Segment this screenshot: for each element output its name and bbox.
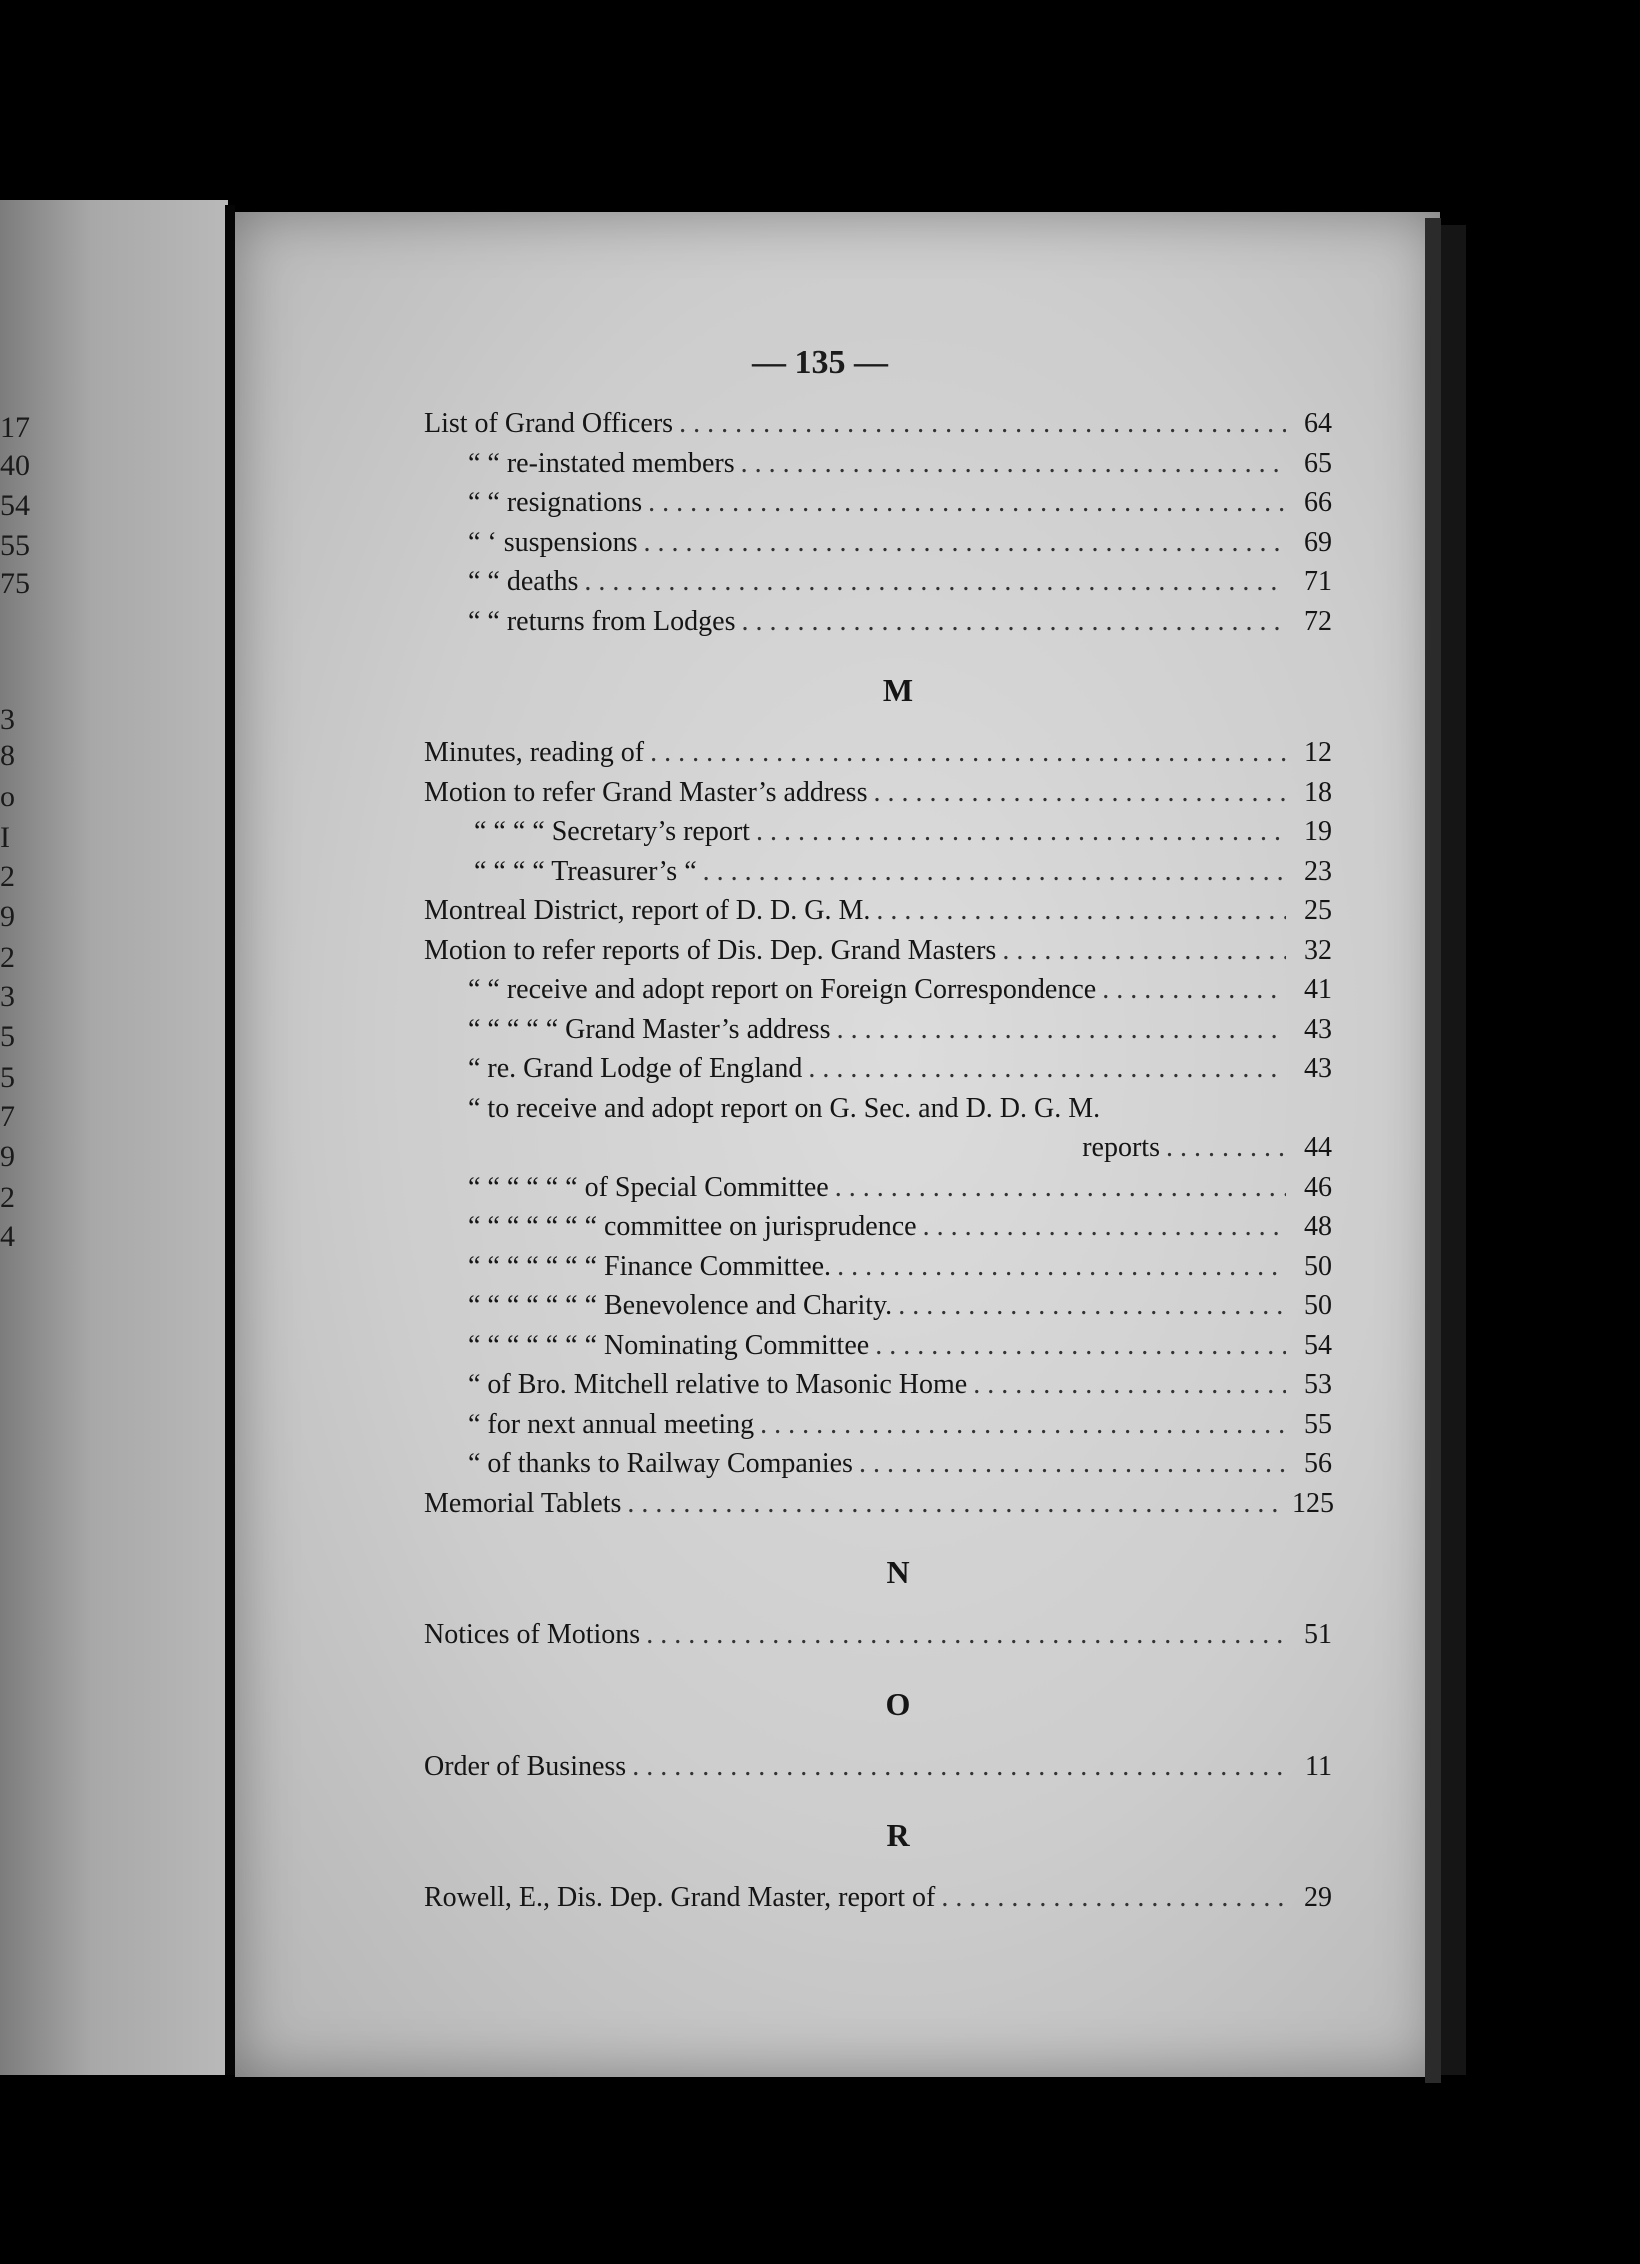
entry-page-number: 54 <box>1304 1329 1332 1361</box>
entry-label: “ “ “ “ “ “ “ Nominating Committee <box>468 1329 870 1361</box>
entry-label: Minutes, reading of <box>424 737 645 768</box>
entry-page-number: 44 <box>1304 1132 1332 1163</box>
entry-label: “ to receive and adopt report on G. Sec. and D. D. G. M. <box>468 1092 1101 1124</box>
dot-leader <box>741 448 1286 480</box>
index-entry <box>424 1132 1332 1172</box>
dot-leader <box>898 1290 1286 1322</box>
index-entry <box>424 1290 1332 1330</box>
left-edge-number: 5 <box>0 1020 15 1053</box>
dot-leader <box>648 487 1286 519</box>
dot-leader <box>632 1751 1286 1783</box>
dot-leader <box>756 816 1286 848</box>
entry-page-number: 69 <box>1304 526 1332 558</box>
entry-page-number: 64 <box>1304 408 1332 439</box>
index-entry <box>424 895 1332 935</box>
index-entry <box>424 487 1332 527</box>
dot-leader <box>679 408 1286 440</box>
entry-page-number: 12 <box>1304 737 1332 768</box>
entry-label: Motion to refer reports of Dis. Dep. Grand Masters <box>424 934 997 966</box>
entry-label: “ “ “ “ Treasurer’s “ <box>474 855 697 887</box>
entry-page-number: 32 <box>1304 934 1332 966</box>
dot-leader <box>1002 935 1286 967</box>
left-edge-number: 2 <box>0 860 15 893</box>
left-edge-number: 17 <box>0 411 30 444</box>
index-entry <box>424 856 1332 896</box>
dot-leader <box>1166 1132 1286 1164</box>
index-entry <box>424 737 1332 777</box>
entry-page-number: 125 <box>1292 1487 1334 1519</box>
index-entry <box>424 974 1332 1014</box>
entry-label: “ “ “ “ “ “ “ committee on jurisprudence <box>468 1211 917 1242</box>
dot-leader <box>808 1053 1286 1085</box>
index-entry <box>424 448 1332 488</box>
entry-label: Montreal District, report of D. D. G. M. <box>424 895 871 926</box>
dot-leader <box>876 895 1286 927</box>
index-entry <box>424 1053 1332 1093</box>
entry-page-number: 41 <box>1304 974 1332 1005</box>
entry-label: “ “ re-instated members <box>468 447 735 479</box>
dot-leader <box>703 856 1286 888</box>
entry-label: Memorial Tablets <box>424 1487 622 1519</box>
index-entry <box>424 1488 1332 1528</box>
entry-page-number: 25 <box>1304 895 1332 926</box>
entry-label: “ “ returns from Lodges <box>468 605 736 637</box>
entry-page-number: 50 <box>1304 1290 1332 1321</box>
dot-leader <box>875 1330 1286 1362</box>
index-entry <box>424 1409 1332 1449</box>
left-page-fragment <box>0 200 228 2075</box>
book-gutter <box>225 205 235 2075</box>
dot-leader <box>584 566 1286 598</box>
entry-label: “ of thanks to Railway Companies <box>468 1448 853 1479</box>
index-entry <box>424 527 1332 567</box>
dot-leader <box>644 527 1286 559</box>
entry-page-number: 23 <box>1304 855 1332 887</box>
entry-label: Notices of Motions <box>424 1619 641 1650</box>
section-letter: M <box>882 672 914 708</box>
page-number: — 135 — <box>752 344 888 381</box>
dot-leader <box>1102 974 1286 1006</box>
entry-page-number: 43 <box>1304 1053 1332 1084</box>
left-edge-number: 9 <box>0 900 15 933</box>
index-entry <box>424 816 1332 856</box>
entry-label: “ “ “ “ “ “ of Special Committee <box>468 1171 829 1203</box>
dot-leader <box>837 1251 1286 1283</box>
index-entry <box>424 1211 1332 1251</box>
dot-leader <box>873 777 1286 809</box>
entry-label: “ of Bro. Mitchell relative to Masonic Home <box>468 1369 968 1400</box>
entry-page-number: 11 <box>1305 1750 1332 1782</box>
index-entry <box>424 408 1332 448</box>
index-entry <box>424 1448 1332 1488</box>
entry-page-number: 71 <box>1304 566 1332 597</box>
dot-leader <box>973 1369 1286 1401</box>
left-edge-number: 40 <box>0 449 30 482</box>
index-entry <box>424 777 1332 817</box>
left-edge-number: 55 <box>0 529 30 562</box>
index-entry <box>424 1251 1332 1291</box>
entry-label: “ “ receive and adopt report on Foreign Correspondence <box>468 974 1097 1005</box>
dot-leader <box>837 1014 1286 1046</box>
entry-label: Motion to refer Grand Master’s address <box>424 776 868 808</box>
entry-page-number: 18 <box>1304 776 1332 808</box>
left-edge-number: 5 <box>0 1061 15 1094</box>
entry-label: “ “ resignations <box>468 487 643 518</box>
entry-page-number: 66 <box>1304 487 1332 518</box>
entry-label: reports <box>1082 1132 1160 1163</box>
entry-page-number: 43 <box>1304 1013 1332 1045</box>
page-edge-shadow <box>1441 225 1466 2075</box>
section-letter: N <box>886 1554 910 1590</box>
left-edge-number: 8 <box>0 739 15 772</box>
index-entry <box>424 1014 1332 1054</box>
index-entry <box>424 1330 1332 1370</box>
entry-label: “ “ “ “ “ Grand Master’s address <box>468 1013 831 1045</box>
dot-leader <box>646 1619 1286 1651</box>
entry-page-number: 46 <box>1304 1171 1332 1203</box>
entry-page-number: 65 <box>1304 447 1332 479</box>
entry-label: “ for next annual meeting <box>468 1408 755 1440</box>
dot-leader <box>941 1882 1286 1914</box>
entry-page-number: 29 <box>1304 1882 1332 1913</box>
dot-leader <box>650 737 1286 769</box>
entry-page-number: 51 <box>1304 1619 1332 1650</box>
entry-page-number: 53 <box>1304 1369 1332 1400</box>
left-edge-number: o <box>0 780 15 813</box>
dot-leader <box>859 1448 1286 1480</box>
index-list <box>424 408 1332 1922</box>
entry-page-number: 56 <box>1304 1448 1332 1479</box>
index-entry <box>424 1882 1332 1922</box>
index-entry <box>424 1751 1332 1791</box>
dot-leader <box>741 606 1286 638</box>
index-entry <box>424 1093 1332 1133</box>
dot-leader <box>923 1211 1286 1243</box>
entry-label: Rowell, E., Dis. Dep. Grand Master, report of <box>424 1882 936 1913</box>
left-edge-number: 54 <box>0 489 30 522</box>
entry-label: Order of Business <box>424 1750 627 1782</box>
entry-label: “ ‘ suspensions <box>468 526 638 558</box>
entry-label: “ “ “ “ “ “ “ Benevolence and Charity. <box>468 1290 893 1321</box>
entry-label: “ “ “ “ Secretary’s report <box>474 816 750 847</box>
entry-label: “ “ “ “ “ “ “ Finance Committee. <box>468 1250 832 1282</box>
index-entry <box>424 1619 1332 1659</box>
page-edge <box>1425 218 1441 2083</box>
left-edge-number: 75 <box>0 567 30 600</box>
entry-page-number: 55 <box>1304 1408 1332 1440</box>
entry-page-number: 72 <box>1304 605 1332 637</box>
left-edge-number: 3 <box>0 980 15 1013</box>
left-edge-number: 9 <box>0 1140 15 1173</box>
entry-label: “ “ deaths <box>468 566 579 597</box>
left-edge-number: 2 <box>0 1181 15 1214</box>
index-entry <box>424 606 1332 646</box>
entry-page-number: 19 <box>1304 816 1332 847</box>
left-edge-number: 7 <box>0 1100 15 1133</box>
index-entry <box>424 1369 1332 1409</box>
entry-label: List of Grand Officers <box>424 408 674 439</box>
dot-leader <box>760 1409 1286 1441</box>
left-edge-number: 2 <box>0 941 15 974</box>
entry-page-number: 48 <box>1304 1211 1332 1242</box>
left-edge-number: 4 <box>0 1220 15 1253</box>
left-edge-number: 3 <box>0 703 15 736</box>
entry-label: “ re. Grand Lodge of England <box>468 1053 803 1084</box>
section-letter: O <box>885 1685 911 1722</box>
index-entry <box>424 566 1332 606</box>
dot-leader <box>835 1172 1286 1204</box>
section-letter: R <box>886 1817 910 1853</box>
left-edge-number: I <box>0 821 10 854</box>
index-entry <box>424 935 1332 975</box>
index-entry <box>424 1172 1332 1212</box>
entry-page-number: 50 <box>1304 1250 1332 1282</box>
dot-leader <box>627 1488 1286 1520</box>
